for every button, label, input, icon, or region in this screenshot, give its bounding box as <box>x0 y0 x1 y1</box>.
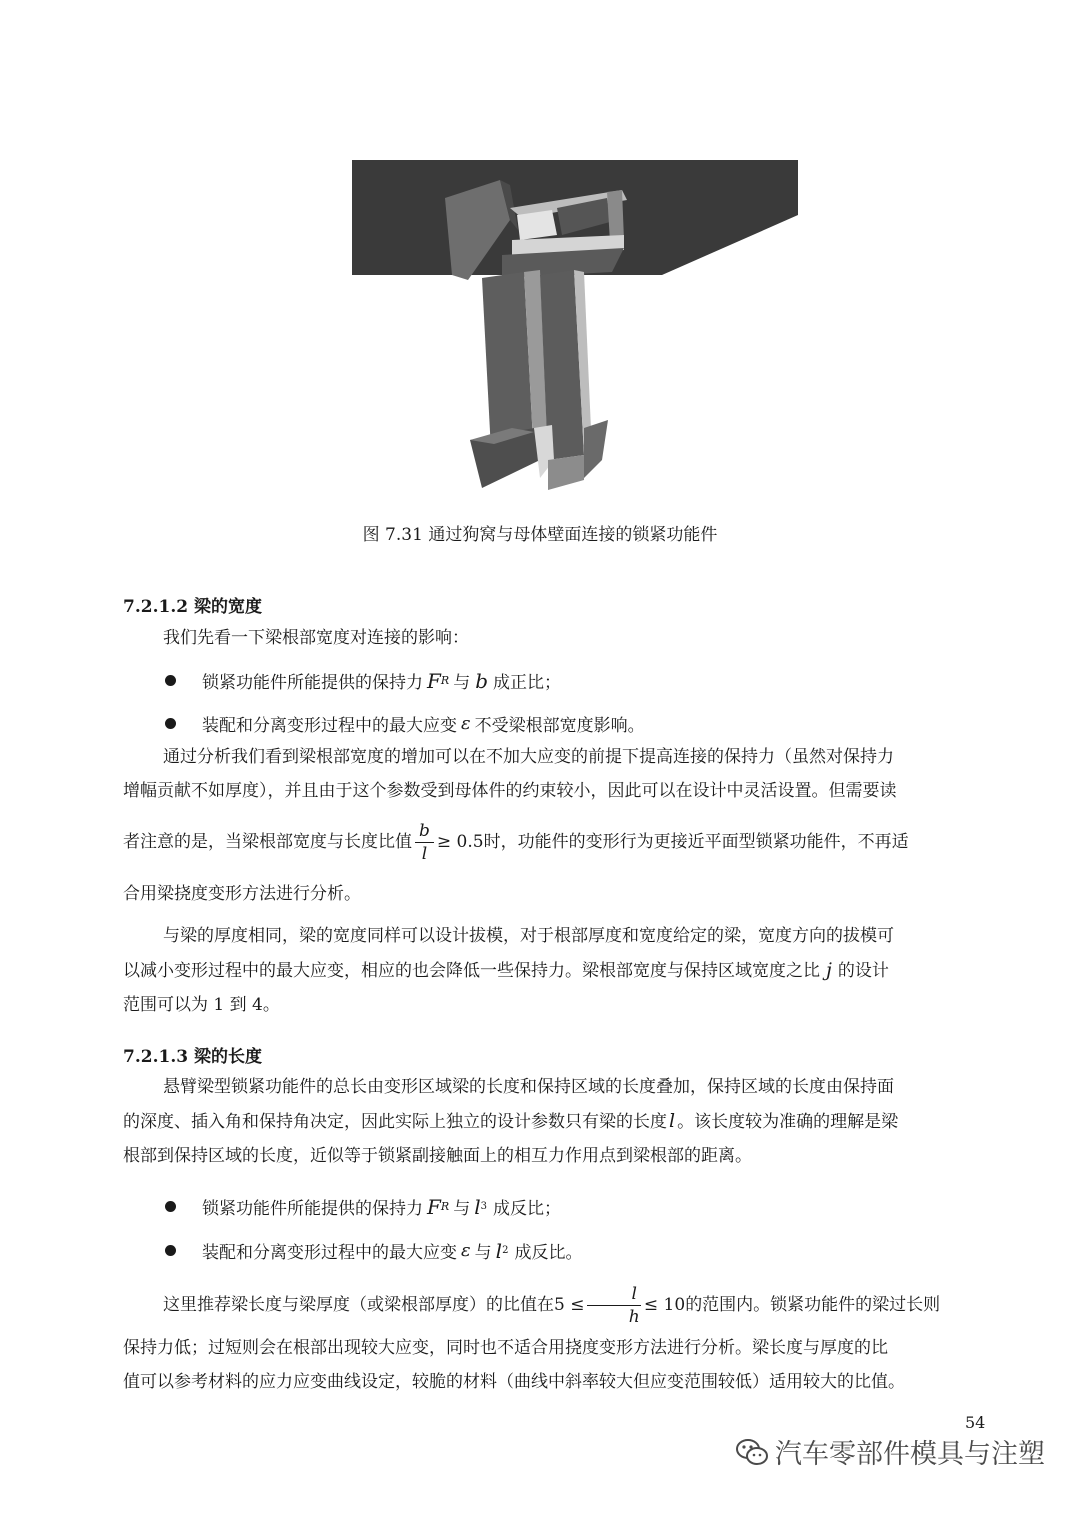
ratio-b-over-l: $\frac{b}{l}$ <box>415 820 434 865</box>
section-heading-beam-length: 7.2.1.3 梁的长度 <box>123 1047 262 1067</box>
figure-caption: 图 7.31 通过狗窝与母体壁面连接的锁紧功能件 <box>362 525 718 545</box>
section-heading-beam-width: 7.2.1.2 梁的宽度 <box>123 597 262 617</box>
paragraph-intro: 我们先看一下梁根部宽度对连接的影响： <box>163 628 469 648</box>
list-item: 锁紧功能件所能提供的保持力 F R 与 b 成正比； <box>165 668 561 693</box>
page-number: 54 <box>965 1413 986 1432</box>
paragraph-length: 悬臂梁型锁紧功能件的总长由变形区域梁的长度和保持区域的长度叠加，保持区域的长度由保持面 的深度、插入角和保持角决定，因此实际上独立的设计参数只有梁的长度 l 。该长度较为准确的理解是梁 根部到保持区域的长度，近似等于锁紧副接触面上的相互力作用点到梁根部的距离。 <box>123 1077 899 1166</box>
paragraph-recommended-ratio-cont: 保持力低；过短则会在根部出现较大应变，同时也不适合用挠度变形方法进行分析。梁长度与厚度的比 值可以参考材料的应力应变曲线设定，较脆的材料（曲线中斜率较大但应变范围较低）适用较大的比值。 <box>123 1338 905 1392</box>
bullet-icon <box>165 718 176 729</box>
snap-fit-3d-illustration <box>352 160 798 495</box>
watermark: 汽车零部件模具与注塑 <box>735 1432 1045 1471</box>
bullet-icon <box>165 1201 176 1212</box>
list-item: 装配和分离变形过程中的最大应变 ε 不受梁根部宽度影响。 <box>165 711 645 736</box>
paragraph-draft: 与梁的厚度相同，梁的宽度同样可以设计拔模，对于根部厚度和宽度给定的梁，宽度方向的拔模可 以减小变形过程中的最大应变，相应的也会降低一些保持力。梁根部宽度与保持区域宽度之比 j 的设计 范围可以为 1 到 4。 <box>123 926 894 1015</box>
wechat-icon <box>735 1437 769 1467</box>
paragraph-analysis-ratio: 者注意的是，当梁根部宽度与长度比值 $\frac{b}{l}$ ≥ 0.5时，功能件的变形行为更接近平面型锁紧功能件，不再适 <box>123 821 909 864</box>
list-item: 装配和分离变形过程中的最大应变 ε 与 l 2 成反比。 <box>165 1238 582 1263</box>
bullet-icon <box>165 675 176 686</box>
paragraph-analysis-end: 合用梁挠度变形方法进行分析。 <box>123 884 361 904</box>
ratio-l-over-h: $\frac{l}{h}$ <box>587 1283 640 1328</box>
list-item: 锁紧功能件所能提供的保持力 F R 与 l 3 成反比； <box>165 1194 561 1219</box>
paragraph-analysis: 通过分析我们看到梁根部宽度的增加可以在不加大应变的前提下提高连接的保持力（虽然对保持力 增幅贡献不如厚度），并且由于这个参数受到母体件的约束较小，因此可以在设计中灵活设置。但需要读 <box>123 747 897 801</box>
figure-7-31 <box>352 160 798 495</box>
bullet-icon <box>165 1245 176 1256</box>
paragraph-recommended-ratio: 这里推荐梁长度与梁厚度（或梁根部厚度）的比值在5 ≤ $\frac{l}{h}$ ≤ 10的范围内。锁紧功能件的梁过长则 <box>163 1284 941 1327</box>
